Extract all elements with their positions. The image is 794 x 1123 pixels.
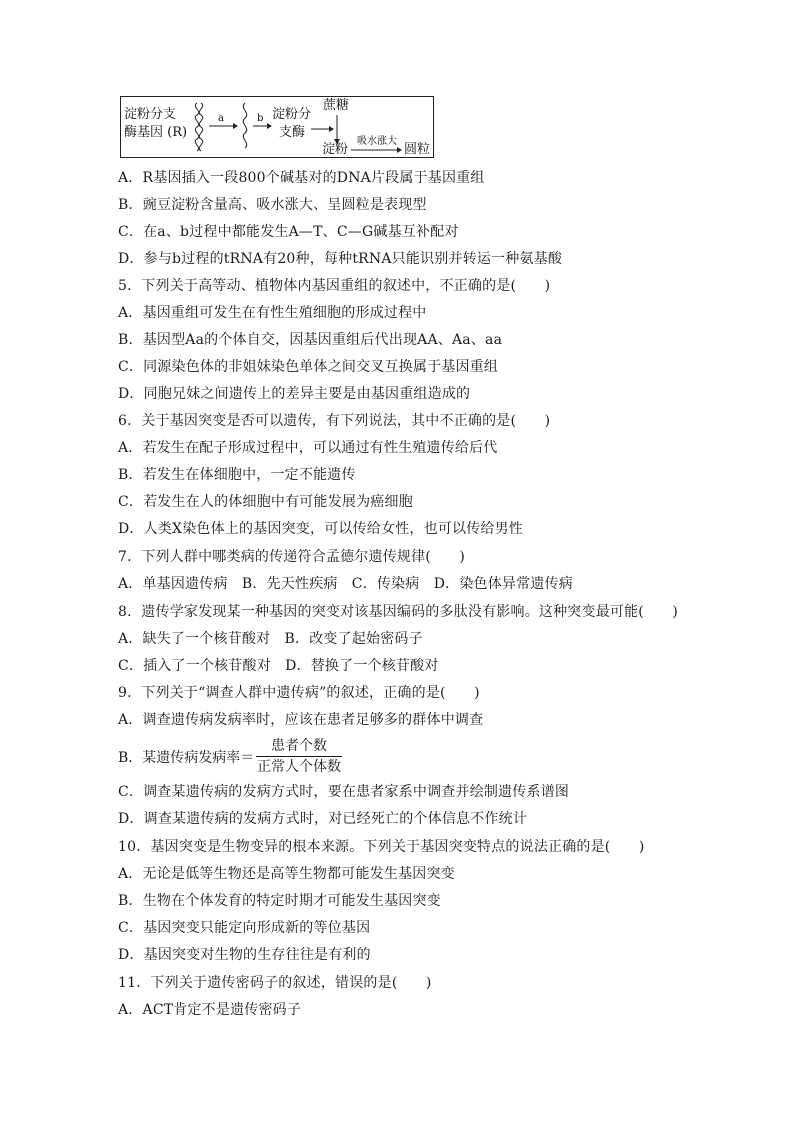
option-line: A．R基因插入一段800个碱基对的DNA片段属于基因重组: [118, 170, 485, 186]
question-stem: 5．下列关于高等动、植物体内基因重组的叙述中，不正确的是( ): [118, 278, 551, 294]
question-stem: 9．下列关于“调查人群中遗传病”的叙述，正确的是( ): [118, 685, 480, 701]
fraction-denominator: 正常人个体数: [257, 759, 341, 775]
option-line: A．基因重组可发生在有性生殖细胞的形成过程中: [118, 305, 427, 321]
gene-expression-diagram: [120, 96, 434, 158]
option-line: C．在a、b过程中都能发生A—T、C—G碱基互补配对: [118, 224, 459, 240]
gene-label-line2: 酶基因 (R): [124, 125, 188, 140]
option-line: C．若发生在人的体细胞中有可能发展为癌细胞: [118, 494, 413, 510]
fraction-numerator: 患者个数: [271, 738, 327, 754]
option-line: C．同源染色体的非姐妹染色单体之间交叉互换属于基因重组: [118, 359, 499, 375]
gene-label-line1: 淀粉分支: [124, 107, 177, 122]
starch-label: 淀粉: [322, 142, 349, 157]
question-stem: 8．遗传学家发现某一种基因的突变对该基因编码的多肽没有影响。这种突变最可能( ): [118, 604, 679, 620]
option-line: B．生物在个体发育的特定时期才可能发生基因突变: [118, 893, 441, 909]
option-line: A．无论是低等生物还是高等生物都可能发生基因突变: [118, 866, 455, 882]
process-a-label: a: [218, 113, 224, 124]
question-stem: 10．基因突变是生物变异的根本来源。下列关于基因突变特点的说法正确的是( ): [118, 839, 645, 855]
question-stem: 11．下列关于遗传密码子的叙述，错误的是( ): [118, 975, 432, 991]
fraction: [256, 737, 342, 776]
option-line: B．若发生在体细胞中，一定不能遗传: [118, 467, 356, 483]
fraction-option-line: [118, 737, 518, 777]
option-line: A．调查遗传病发病率时，应该在患者足够多的群体中调查: [118, 712, 484, 728]
dna-helix-icon: [195, 103, 202, 151]
option-line: D．人类X染色体上的基因突变，可以传给女性，也可以传给男性: [118, 521, 523, 537]
option-line: A．ACT肯定不是遗传密码子: [118, 1002, 302, 1018]
round-pea-label: 圆粒: [404, 142, 431, 157]
option-line: A．缺失了一个核苷酸对 B．改变了起始密码子: [118, 631, 423, 647]
enzyme-label-line2: 支酶: [279, 125, 306, 140]
option-line: C．调查某遗传病的发病方式时，要在患者家系中调查并绘制遗传系谱图: [118, 784, 570, 800]
question-stem: 6．关于基因突变是否可以遗传，有下列说法，其中不正确的是( ): [118, 413, 551, 429]
process-b-label: b: [257, 113, 264, 124]
option-line: C．插入了一个核苷酸对 D．替换了一个核苷酸对: [118, 658, 439, 674]
option-line: B．豌豆淀粉含量高、吸水涨大、呈圆粒是表现型: [118, 197, 427, 213]
option-line: D．基因突变对生物的生存往往是有利的: [118, 947, 371, 963]
fraction-prefix: B．某遗传病发病率＝: [118, 750, 255, 766]
option-line: C．基因突变只能定向形成新的等位基因: [118, 920, 371, 936]
enzyme-label-line1: 淀粉分: [272, 107, 312, 122]
option-line: A．若发生在配子形成过程中，可以通过有性生殖遗传给后代: [118, 440, 498, 456]
fraction-bar: [256, 756, 342, 757]
option-line: D．调查某遗传病的发病方式时，对已经死亡的个体信息不作统计: [118, 811, 528, 827]
option-line: D．同胞兄妹之间遗传上的差异主要是由基因重组造成的: [118, 386, 471, 402]
option-line: B．基因型Aa的个体自交，因基因重组后代出现AA、Aa、aa: [118, 332, 503, 348]
question-stem: 7．下列人群中哪类病的传递符合孟德尔遗传规律( ): [118, 549, 466, 565]
option-line: A．单基因遗传病 B．先天性疾病 C．传染病 D．染色体异常遗传病: [118, 576, 573, 592]
option-line: D．参与b过程的tRNA有20种，每种tRNA只能识别并转运一种氨基酸: [118, 251, 563, 267]
mrna-strand-icon: [243, 103, 246, 148]
water-absorb-label: 吸水涨大: [357, 136, 397, 147]
sucrose-label: 蔗糖: [323, 98, 350, 113]
